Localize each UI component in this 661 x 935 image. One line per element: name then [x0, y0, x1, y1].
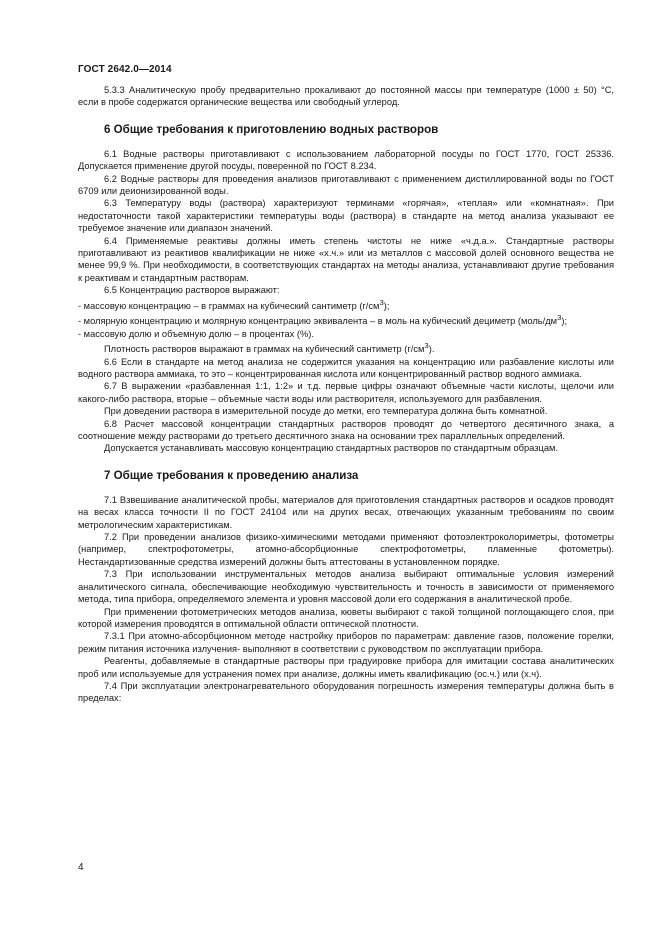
superscript: 3 [424, 341, 429, 351]
page-number: 4 [78, 862, 84, 873]
paragraph-7-3-1: 7.3.1 При атомно-абсорбционном методе настройку приборов по параметрам: давление газов, положение горелки, режим питания источника излучения- выполняют в соответствии с руководством по эксплуатации прибора. [78, 631, 614, 654]
superscript: 3 [557, 313, 562, 323]
paragraph-density [78, 340, 614, 356]
page-header: ГОСТ 2642.0—2014 [78, 64, 172, 75]
paragraph-6-7: 6.7 В выражении «разбавленная 1:1, 1:2» и т.д. первые цифры означают объемные части кислоты, щелочи или какого-либо раствора, вторые – объемные части воды или растворителя, используемого для разбавления. [78, 381, 614, 404]
section-7-heading: 7 Общие требования к проведению анализа [104, 468, 359, 482]
list-item-text: - массовую концентрацию – в граммах на кубический сантиметр (г/см [78, 300, 380, 311]
document-body [78, 84, 614, 705]
paragraph-6-6: 6.6 Если в стандарте на метод анализа не содержится указания на концентрацию или разбавление кислоты или водного раствора аммиака, то это – концентрированная кислота или концентрированный раствор водного аммиака. [78, 356, 614, 379]
paragraph-6-8-b: Допускается устанавливать массовую концентрацию стандартных растворов по стандартным образцам. [104, 443, 558, 454]
paragraph-7-2: 7.2 При проведении анализов физико-химическими методами применяют фотоэлектроколориметры, фотометры (например, спектрофотометры, атомно-абсорбционные спектрофотометры, пламенные фотометры). Нестандартизованные средства измерений должны быть аттестованы в установленном порядке. [78, 532, 614, 567]
paragraph-6-5: 6.5 Концентрацию растворов выражают: [104, 285, 280, 296]
paragraph-6-1: 6.1 Водные растворы приготавливают с использованием лабораторной посуды по ГОСТ 1770, ГОСТ 25336. Допускается применение другой посуды, поверенной по ГОСТ 8.234. [78, 148, 614, 172]
density-text-end: ). [428, 344, 435, 355]
paragraph-6-8: 6.8 Расчет массовой концентрации стандартных растворов проводят до четвертого десятичного знака, а соотношение между растворами до третьего десятичного знака на основании трех параллельных определений. [78, 418, 614, 442]
paragraph-7-1: 7.1 Взвешивание аналитической пробы, материалов для приготовления стандартных растворов и осадков проводят на весах класса точности II по ГОСТ 24104 или на других весах, отвечающих указанным требованиям по своим метрологическим характеристикам. [78, 494, 614, 530]
list-item-text-end: ); [561, 316, 568, 327]
paragraph-7-3-1-b: Реагенты, добавляемые в стандартные растворы при градуировке прибора для имитации состава аналитических проб или используемые для устранения помех при анализе, должны иметь квалификацию (ос.ч.) или (х.ч). [78, 656, 614, 679]
paragraph-6-4: 6.4 Применяемые реактивы должны иметь степень чистоты не ниже «ч.д.а.». Стандартные растворы приготавливают из реактивов квалификации не ниже «х.ч.» или из металлов с массовой долей основного вещества не менее 99,9 %. При необходимости, в соответствующих стандартах на методы анализа, устанавливают другие требования к реактивам и стандартным растворам. [78, 235, 614, 283]
paragraph-7-4: 7.4 При эксплуатации электронагревательного оборудования погрешность измерения температуры должна быть в пределах: [78, 680, 614, 704]
paragraph-6-2: 6.2 Водные растворы для проведения анализов приготавливают с применением дистиллированной воды по ГОСТ 6709 или деионизированной воды. [78, 173, 614, 197]
paragraph-7-3-b: При применении фотометрических методов анализа, кюветы выбирают с такой толщиной поглощающего слоя, при которой измерения проводятся в оптимальной области оптической плотности. [78, 606, 614, 629]
paragraph-5-3-3: 5.3.3 Аналитическую пробу предварительно прокаливают до постоянной массы при температуре (1000 ± 50) °С, если в пробе содержатся органические вещества или свободный углерод. [78, 85, 614, 108]
paragraph-7-3: 7.3 При использовании инструментальных методов анализа выбирают оптимальные условия измерений аналитического сигнала, обеспечивающие необходимую чувствительность и точность в зависимости от применяемого метода, типа прибора, определяемого элемента и уровня массовой доли его содержания в аналитической пробе. [78, 569, 614, 605]
list-item-mass-fraction: - массовую долю и объемную долю – в процентах (%). [78, 328, 314, 339]
superscript: 3 [379, 297, 384, 307]
section-6-heading: 6 Общие требования к приготовлению водных растворов [104, 122, 439, 136]
list-item-molar-concentration [78, 312, 614, 328]
density-text: Плотность растворов выражают в граммах на кубический сантиметр (г/см [104, 344, 425, 355]
list-item-text: - молярную концентрацию и молярную концентрацию эквивалента – в моль на кубический дециметр (моль/дм [78, 316, 558, 327]
list-item-mass-concentration [78, 297, 614, 313]
paragraph-6-7-b: При доведении раствора в измерительной посуде до метки, его температура должна быть комнатной. [104, 406, 548, 417]
paragraph-6-3: 6.3 Температуру воды (раствора) характеризуют терминами «горячая», «теплая» или «комнатная». При недостаточности такой характеристики температуры воды (раствора) в стандарте на метод анализа указывают ее требуемое значение или диапазон значений. [78, 198, 614, 234]
list-item-text-end: ); [383, 300, 390, 311]
